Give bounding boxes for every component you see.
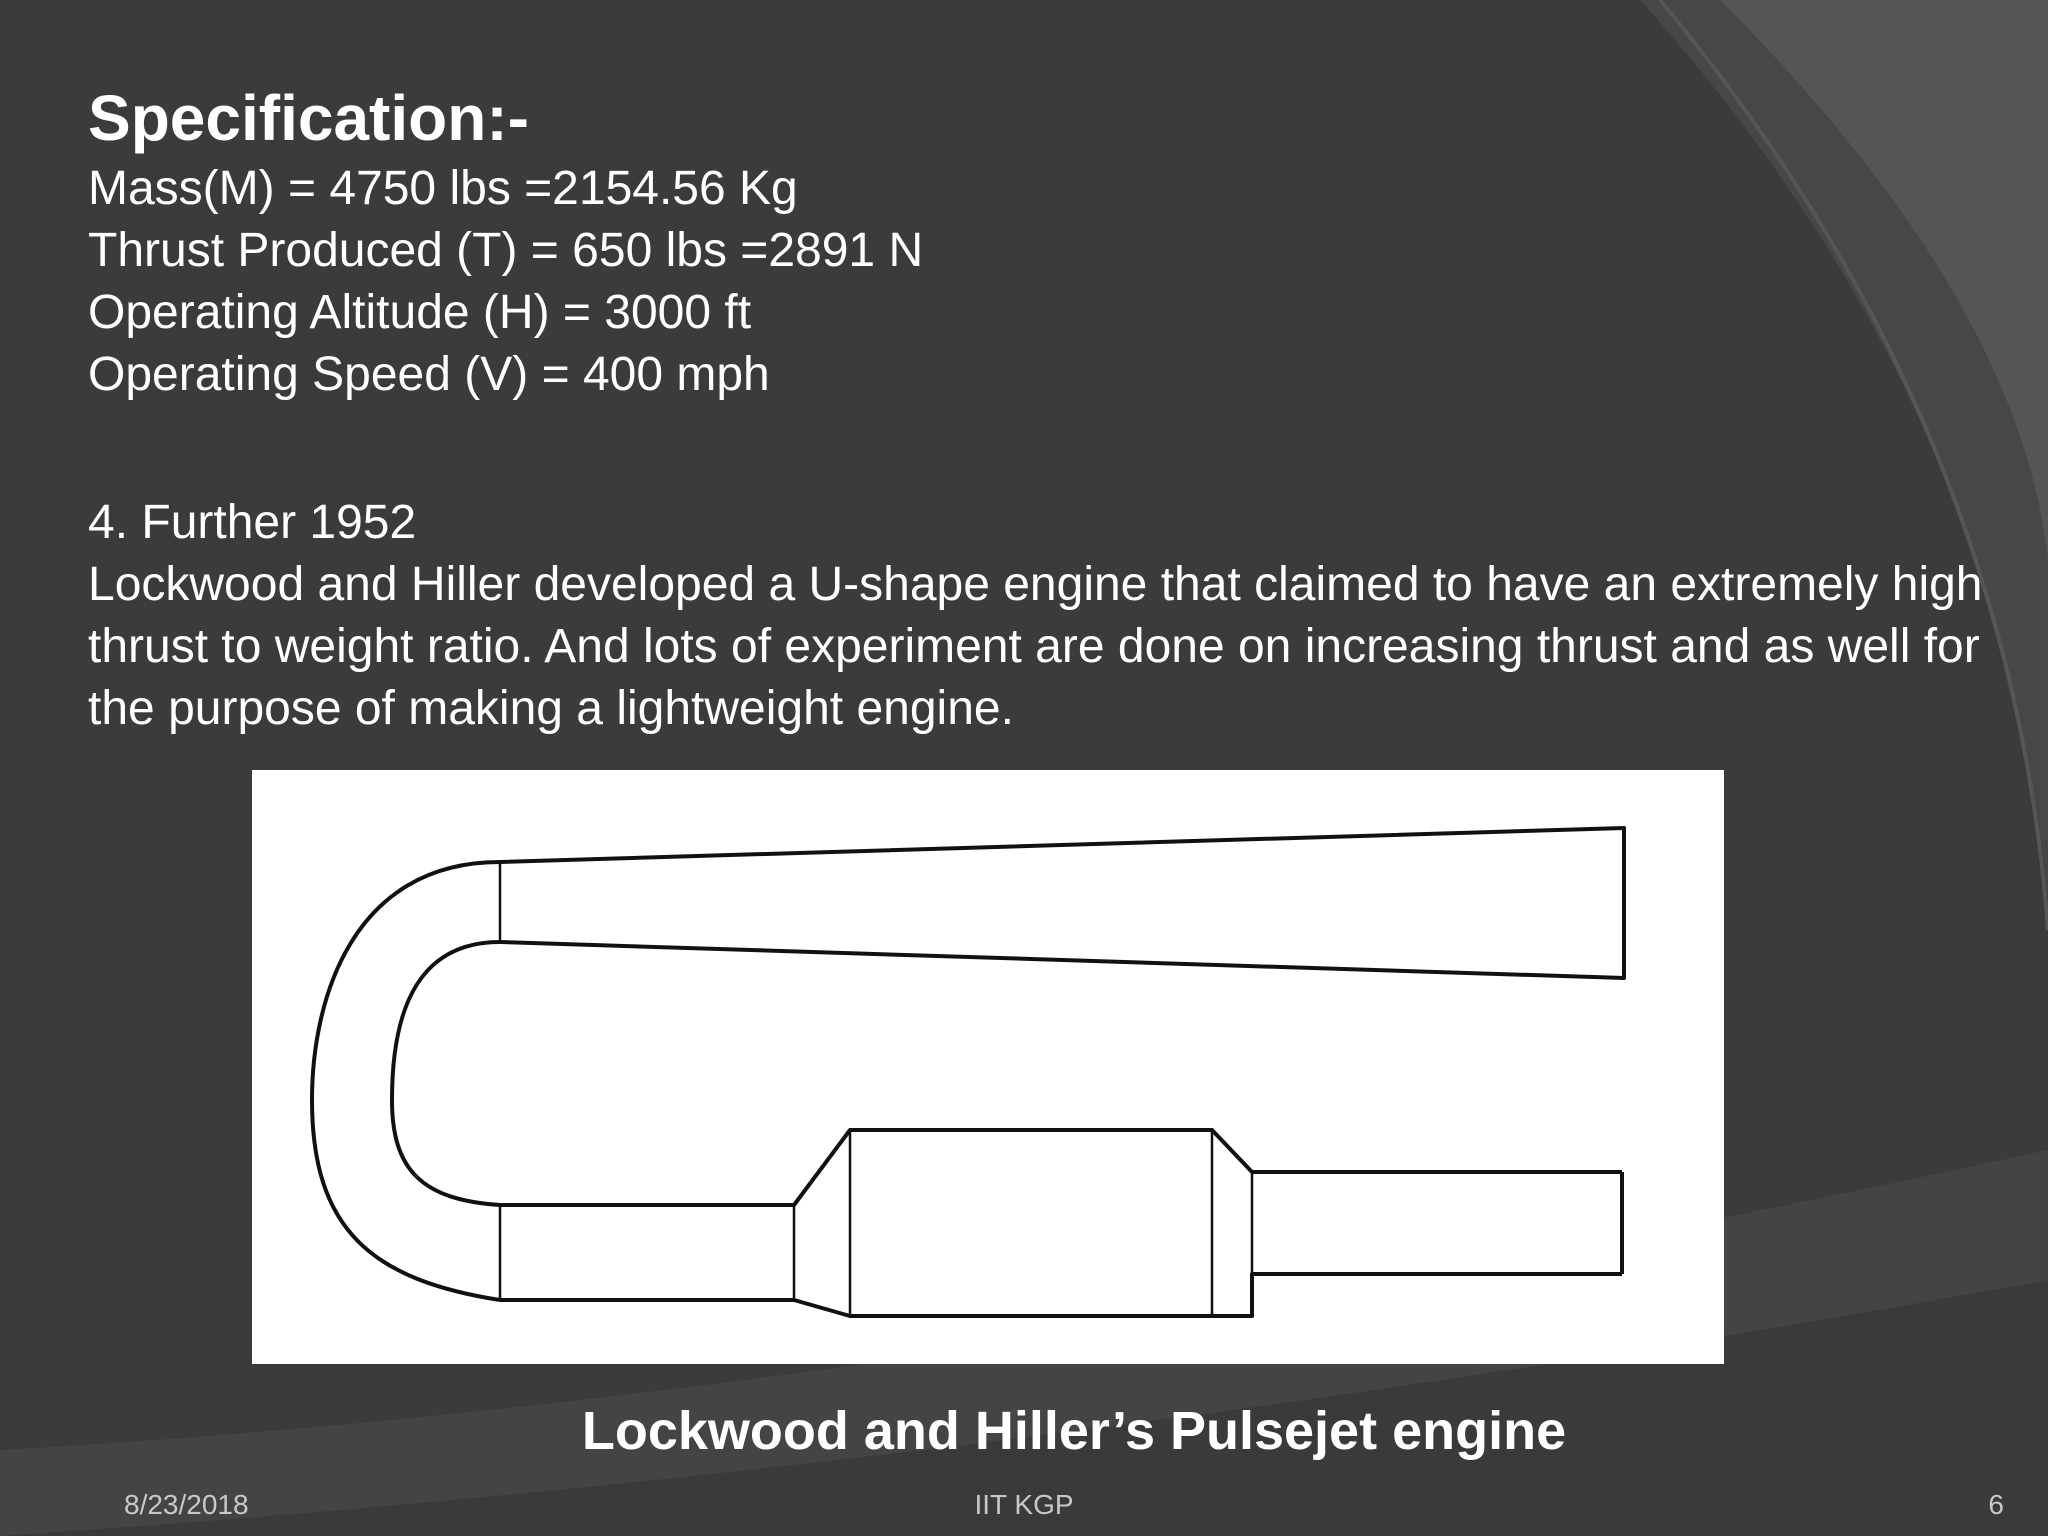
footer-date: 8/23/2018 <box>124 1489 249 1520</box>
spec-thrust: Thrust Produced (T) = 650 lbs =2891 N <box>88 224 924 277</box>
footer-organization: IIT KGP <box>974 1489 1074 1520</box>
intake-pipe-lower <box>500 1274 1622 1316</box>
u-shape-pulsejet-drawing <box>252 770 1724 1364</box>
intake-pipe-upper <box>500 1130 1622 1205</box>
body-paragraph: Lockwood and Hiller developed a U-shape engine that claimed to have an extremely high thrust to weight ratio. And lots of experiment are done on increasing thrust and as well for the purpose of making a lightweight engine. <box>88 558 1983 735</box>
slide-title: Specification:- <box>88 82 529 154</box>
section-heading: 4. Further 1952 <box>88 496 417 549</box>
tailpipe-outline <box>500 828 1624 978</box>
specification-list <box>88 158 923 406</box>
spec-altitude: Operating Altitude (H) = 3000 ft <box>88 286 752 339</box>
engine-figure <box>252 770 1724 1364</box>
u-bend-outer <box>312 862 500 1300</box>
spec-mass: Mass(M) = 4750 lbs =2154.56 Kg <box>88 162 798 215</box>
u-bend-inner <box>392 942 500 1205</box>
footer-page-number: 6 <box>1988 1489 2004 1520</box>
figure-caption: Lockwood and Hiller’s Pulsejet engine <box>581 1401 1567 1461</box>
spec-speed: Operating Speed (V) = 400 mph <box>88 348 770 401</box>
